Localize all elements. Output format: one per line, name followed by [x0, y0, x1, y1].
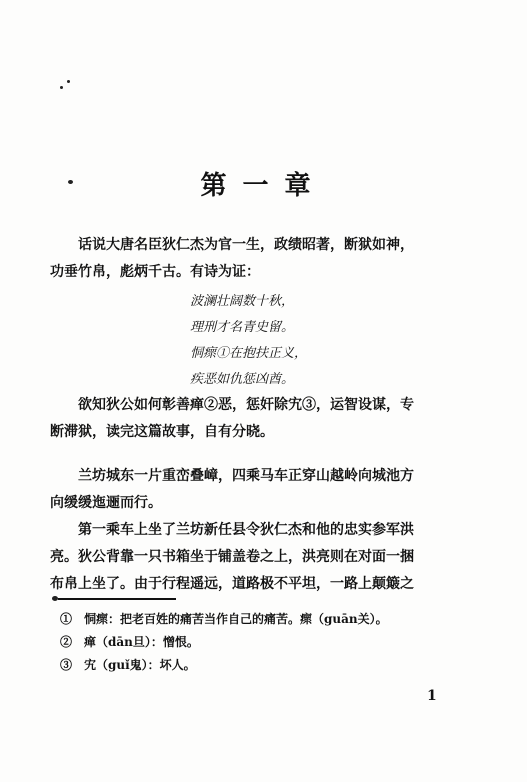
poem-line: 波澜壮阔数十秋，	[190, 294, 295, 309]
paragraph-2	[50, 517, 470, 598]
footnote-2: ② 瘅（dān旦）：憎恨。	[60, 635, 199, 649]
text-line: 功垂竹帛，彪炳千古。有诗为证：	[50, 264, 260, 280]
text-line: 第一乘车上坐了兰坊新任县令狄仁杰和他的忠实参军洪	[78, 522, 414, 538]
chapter-title: 第一章	[200, 171, 327, 201]
ink-speck	[60, 86, 63, 89]
text-line: 断滞狱，读完这篇故事，自有分晓。	[50, 424, 274, 440]
footnote-1: ① 恫瘝：把老百姓的痛苦当作自己的痛苦。瘝（guān关）。	[60, 612, 388, 626]
poem-line: 恫瘝①在抱扶正义，	[190, 346, 308, 361]
text-line: 布帛上坐了。由于行程遥远，道路极不平坦，一路上颠簸之	[50, 576, 414, 592]
footnote-divider	[58, 598, 176, 600]
text-line: 欲知狄公如何彰善瘅②恶，惩奸除宄③，运智设谋，专	[78, 397, 414, 413]
poem	[190, 289, 307, 393]
ink-speck	[67, 80, 70, 83]
footnote-3: ③ 宄（guǐ鬼）：坏人。	[60, 658, 196, 672]
text-line: 话说大唐名臣狄仁杰为官一生，政绩昭著，断狱如神，	[78, 237, 414, 253]
summary-paragraph	[50, 392, 470, 446]
ink-speck	[52, 596, 58, 601]
poem-line: 理刑才名青史留。	[190, 320, 295, 335]
paragraph-1	[50, 463, 470, 517]
poem-line: 疾恶如仇惩凶酋。	[190, 372, 295, 387]
text-line: 兰坊城东一片重峦叠嶂，四乘马车正穿山越岭向城池方	[78, 468, 414, 484]
text-line: 向缓缓迤逦而行。	[50, 495, 162, 511]
page-number: 1	[427, 688, 437, 704]
intro-paragraph	[50, 232, 470, 286]
text-line: 亮。狄公背靠一只书箱坐于铺盖卷之上，洪亮则在对面一捆	[50, 549, 414, 565]
